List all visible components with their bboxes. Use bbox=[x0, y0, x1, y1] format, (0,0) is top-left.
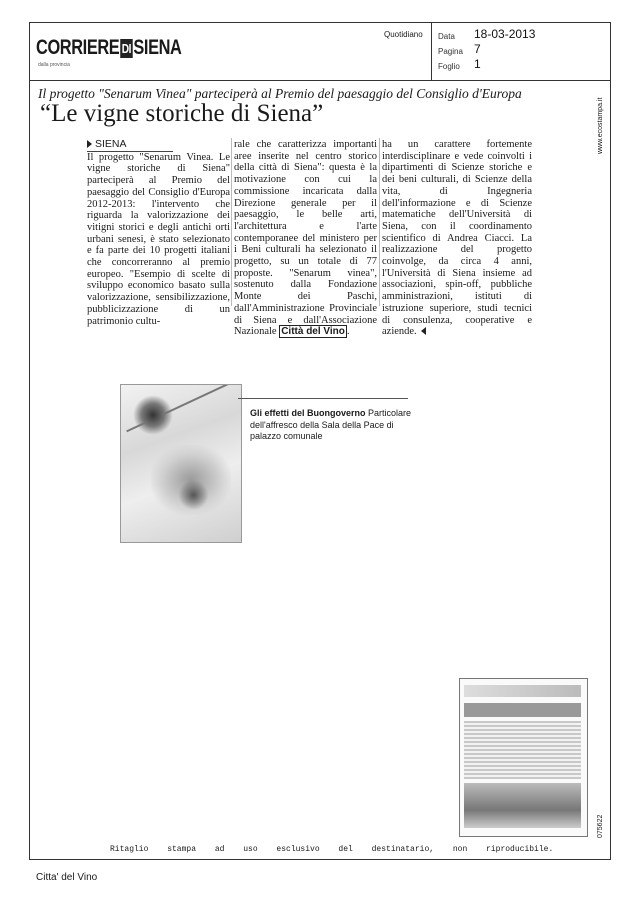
date-value: 18-03-2013 bbox=[474, 27, 536, 41]
side-url bbox=[597, 84, 611, 164]
periodicity-label: Quotidiano bbox=[384, 30, 423, 39]
caption-rule bbox=[238, 398, 408, 399]
masthead-subtitle: dalla provincia bbox=[38, 62, 70, 68]
page-label: Pagina bbox=[438, 47, 463, 56]
page-thumbnail bbox=[459, 678, 588, 837]
column-rule bbox=[379, 138, 380, 306]
sheet-value: 1 bbox=[474, 57, 481, 71]
side-url-text: www.ecostampa.it bbox=[597, 97, 604, 154]
article-column-2: rale che caratterizza importanti aree inserite nel centro storico della città di Siena": questa è la motivazione con cui la commissione incaricata dalla Direzione generale per il paesaggio, le belle arti, l'architettura e l'arte contemporanee del ministero per i Beni culturali ha selezionato il progetto, su un totale di 77 proposte. "Senarum vinea", sostenuto dalla Fondazione Monte dei Paschi, dall'Amministrazione Provinciale di Siena e dall'Associazione Nazionale Città del Vino . bbox=[234, 139, 377, 338]
caption-bold: Gli effetti del Buongoverno bbox=[250, 408, 366, 418]
article-kicker: Il progetto "Senarum Vinea" parteciperà al Premio del paesaggio del Consiglio d'Europa bbox=[38, 86, 522, 101]
copyright-notice: Ritaglio stampa ad uso esclusivo del destinatario, non riproducibile. bbox=[110, 845, 554, 854]
photo-caption bbox=[250, 408, 415, 443]
masthead-left: CORRIERE bbox=[36, 36, 120, 59]
column-2-text: rale che caratterizza importanti aree inserite nel centro storico della città di Siena": questa è la motivazione con cui la commissione incaricata dalla Direzione generale per il paesaggio, le belle arti, l'architettura e l'arte contemporanee del ministero per i Beni culturali ha selezionato il progetto, su un totale di 77 proposte. "Senarum vinea", sostenuto dalla Fondazione Monte dei Paschi, dall'Amministrazione Provinciale di Siena e dall'Associazione Nazionale bbox=[234, 139, 377, 338]
article-column-3 bbox=[382, 139, 532, 338]
dateline-arrow-icon bbox=[87, 140, 92, 148]
side-code-text: 075622 bbox=[597, 814, 604, 838]
source-label: Citta' del Vino bbox=[36, 872, 98, 883]
header-divider bbox=[29, 80, 611, 81]
column-1-text: Il progetto "Senarum Vinea. Le vigne storiche di Siena" parteciperà al Premio del paesaggio del Consiglio d'Europa 2012-2013: l'intervento che riguarda la valorizzazione dei vitigni storici e degli antichi orti urbani senesi, è stato selezionato e fa parte dei 10 progetti italiani che concorreranno al premio europeo. "Esempio di scelte di sviluppo economico basato sulla valorizzazione, sensibilizzazione, pubblicizzazione di un patrimonio cultu- bbox=[87, 151, 230, 327]
masthead-right: SIENA bbox=[133, 36, 182, 59]
fresco-photo bbox=[120, 384, 242, 543]
end-of-article-icon bbox=[421, 327, 426, 335]
side-code bbox=[597, 790, 611, 850]
page-value: 7 bbox=[474, 42, 481, 56]
masthead-logo bbox=[36, 36, 182, 60]
brand-citta-del-vino: Città del Vino bbox=[281, 326, 345, 338]
caption-text: Particolare dell'affresco della Sala della Pace di palazzo comunale bbox=[250, 408, 412, 441]
dateline bbox=[87, 139, 230, 152]
masthead-di: DI bbox=[121, 40, 132, 56]
article-column-1 bbox=[87, 139, 230, 327]
header-vertical-divider bbox=[431, 22, 432, 80]
sheet-label: Foglio bbox=[438, 62, 460, 71]
column-3-text: ha un carattere fortemente interdisciplinare e vede coinvolti i dipartimenti di Scienze storiche e dei beni culturali, di Scienze della vita, di Ingegneria dell'informazione e di Scienze matematiche dell'Università di Siena, con il coordinamento scientifico di Andrea Ciacci. La realizzazione del progetto coinvolge, da circa 4 anni, l'Università di Siena insieme ad associazioni, spin-off, pubbliche amministrazioni, istituti di istruzione superiore, studi tecnici di consulenza, cooperative e aziende. bbox=[382, 139, 532, 338]
article-headline: “Le vigne storiche di Siena” bbox=[40, 100, 324, 127]
dateline-text: SIENA bbox=[95, 138, 127, 150]
date-label: Data bbox=[438, 32, 455, 41]
newspaper-masthead bbox=[36, 32, 186, 72]
column-rule bbox=[231, 138, 232, 306]
